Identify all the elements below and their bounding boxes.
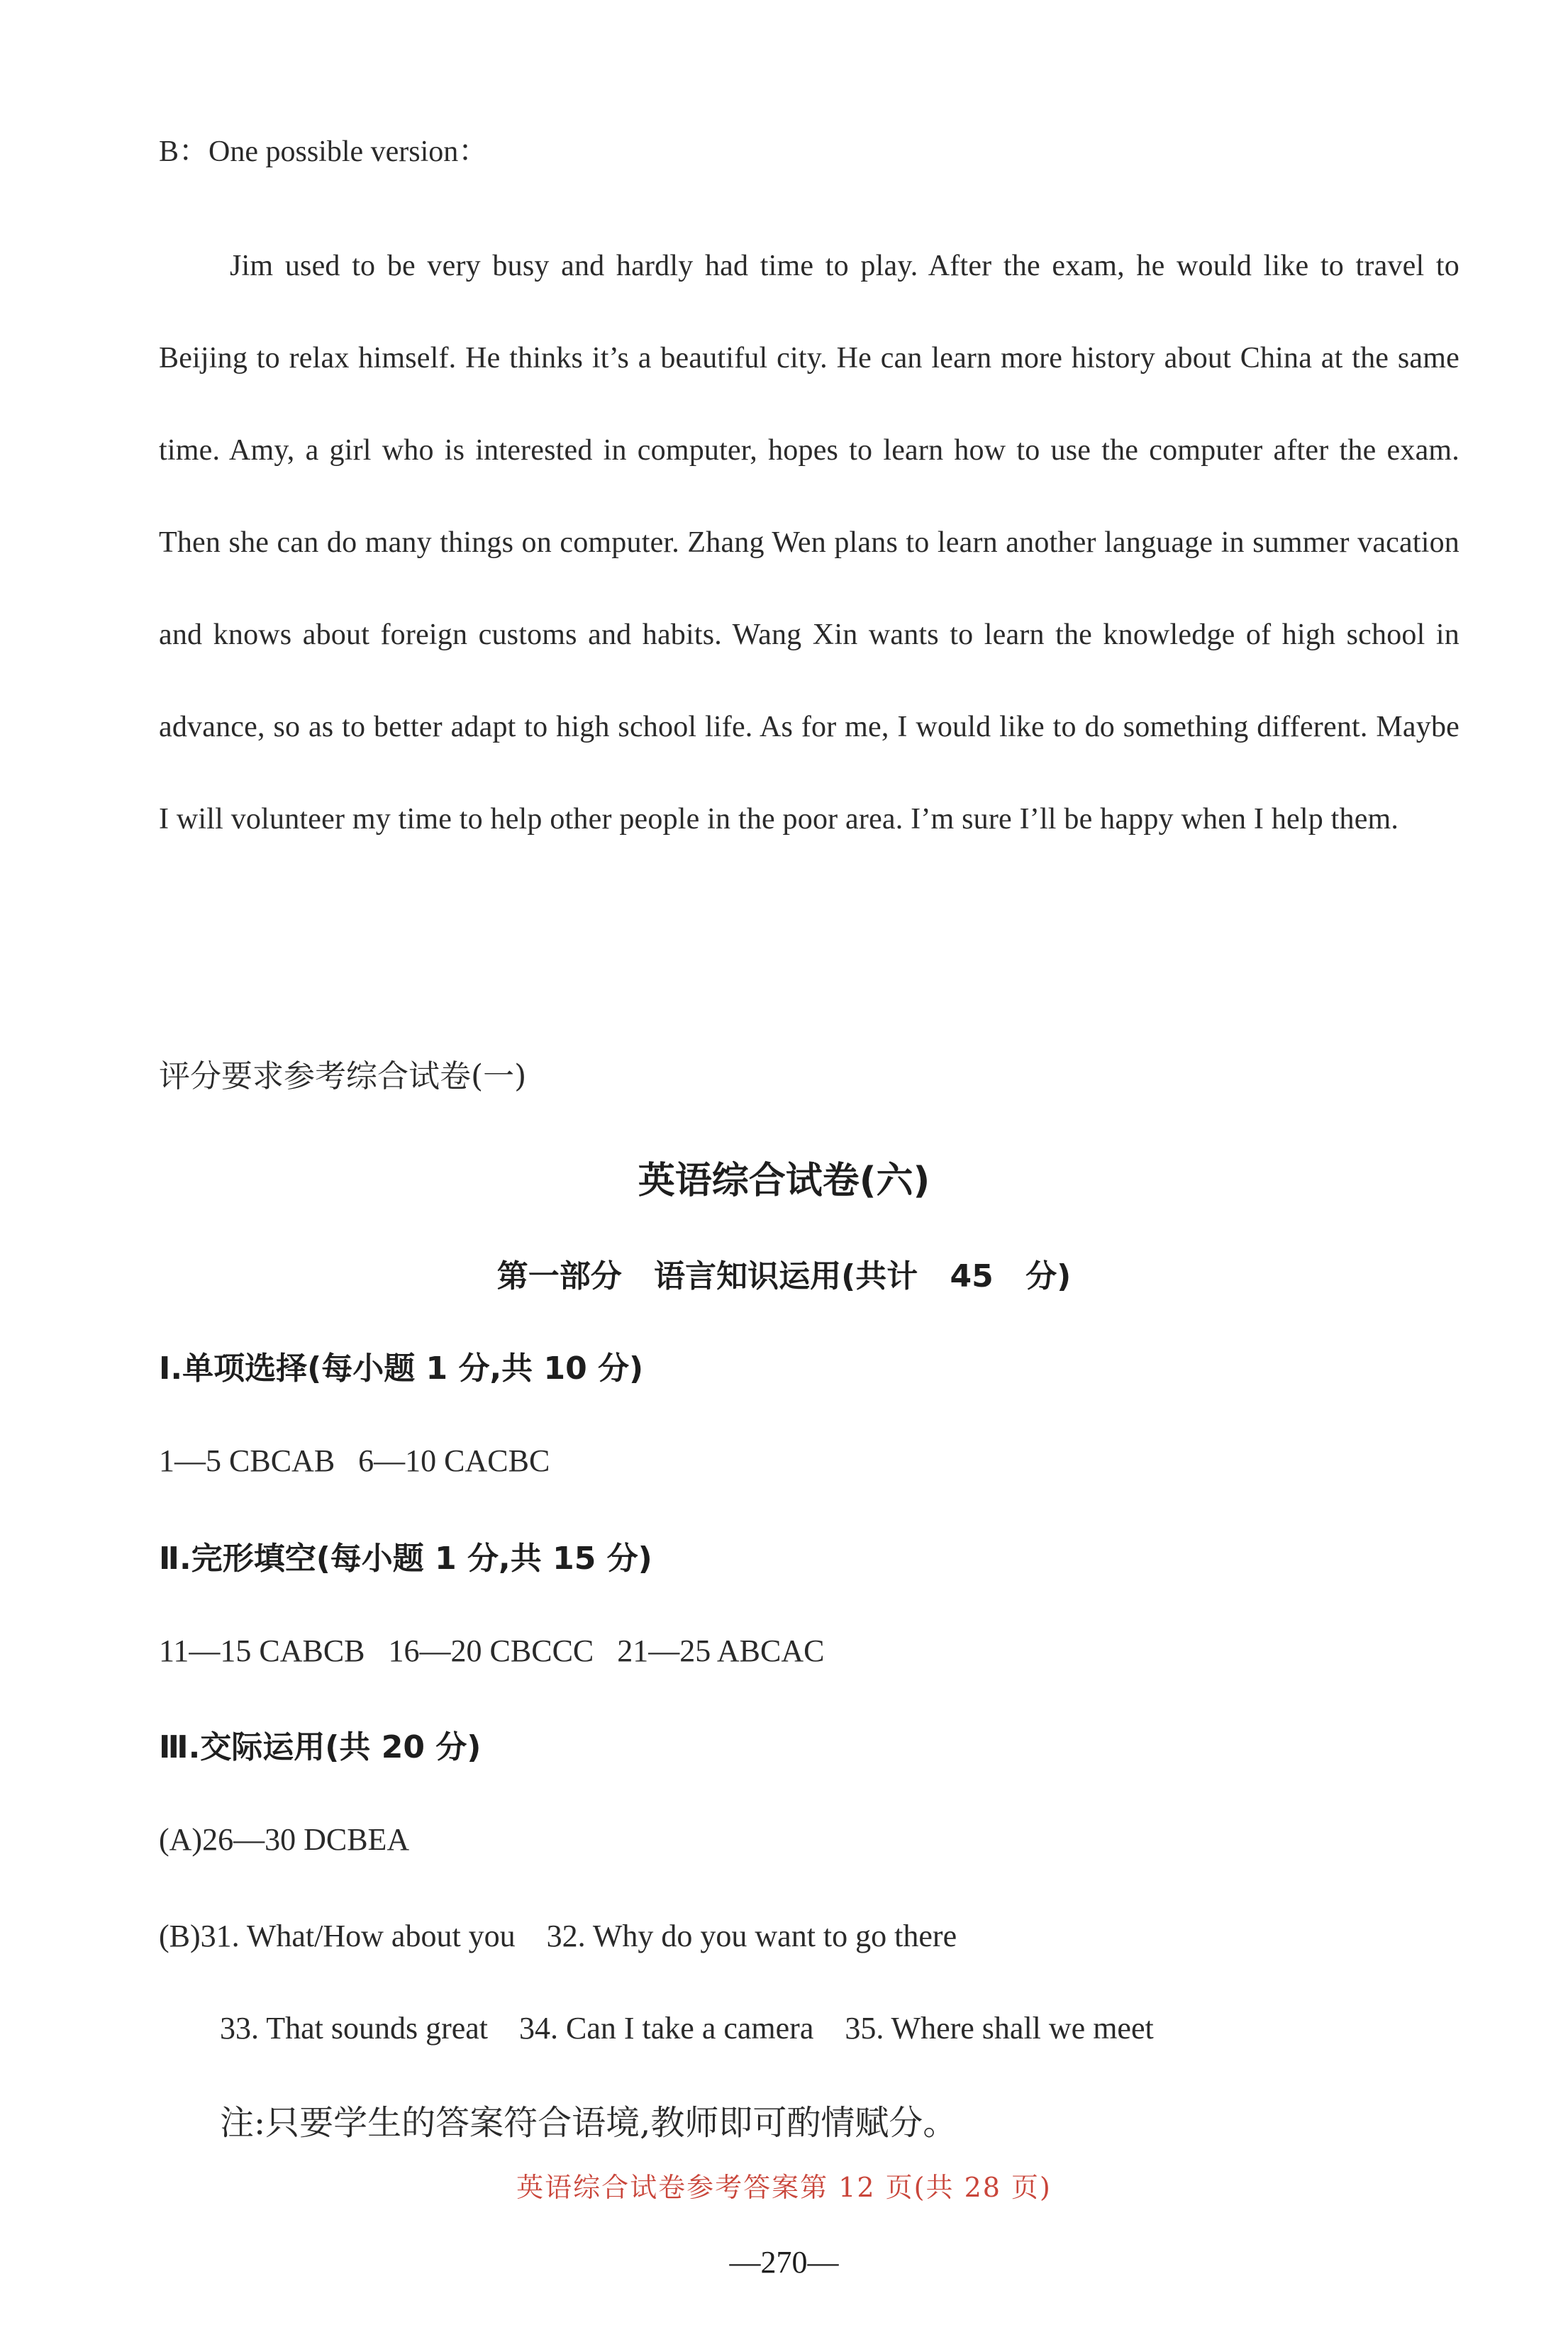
answers-communication-a: (A)26—30 DCBEA (159, 1822, 410, 1857)
essay-paragraph: Jim used to be very busy and hardly had time to play. After the exam, he would like to travel to Beijing to relax himself. He thinks it’s a beautiful city. He can learn more history about China at the same time. Amy, a girl who is interested in computer, hopes to learn how to use the computer after the exam. Then she can do many things on computer. Zhang Wen plans to learn another language in summer vacation and knows about foreign customs and habits. Wang Xin wants to learn the knowledge of high school in advance, so as to better adapt to high school life. As for me, I would like to do something different. Maybe I will volunteer my time to help other people in the poor area. I’m sure I’ll be happy when I help them. (159, 250, 1459, 836)
scoring-note: 评分要求参考综合试卷(一) (159, 1058, 527, 1094)
teacher-note: 注:只要学生的答案符合语境,教师即可酌情赋分。 (220, 2103, 957, 2143)
part-title: 第一部分 语言知识运用(共计 45 分) (496, 1258, 1072, 1294)
section-heading-cloze: Ⅱ.完形填空(每小题 1 分,共 15 分) (159, 1541, 652, 1577)
answers-communication-b-line1: (B)31. What/How about you 32. Why do you want to go there (159, 1919, 957, 1953)
answers-communication-b-line2: 33. That sounds great 34. Can I take a camera 35. Where shall we meet (220, 2011, 1154, 2046)
answers-single-choice: 1—5 CBCAB 6—10 CACBC (159, 1443, 550, 1478)
exam-title: 英语综合试卷(六) (638, 1160, 930, 1202)
section-heading-single-choice: Ⅰ.单项选择(每小题 1 分,共 10 分) (159, 1350, 644, 1387)
answers-cloze: 11—15 CABCB 16—20 CBCCC 21—25 ABCAC (159, 1633, 825, 1668)
section-heading-communication: Ⅲ.交际运用(共 20 分) (159, 1729, 482, 1765)
footer-caption: 英语综合试卷参考答案第 12 页(共 28 页) (516, 2172, 1052, 2203)
page-number: —270— (729, 2245, 839, 2280)
version-label: B：One possible version： (159, 135, 489, 168)
